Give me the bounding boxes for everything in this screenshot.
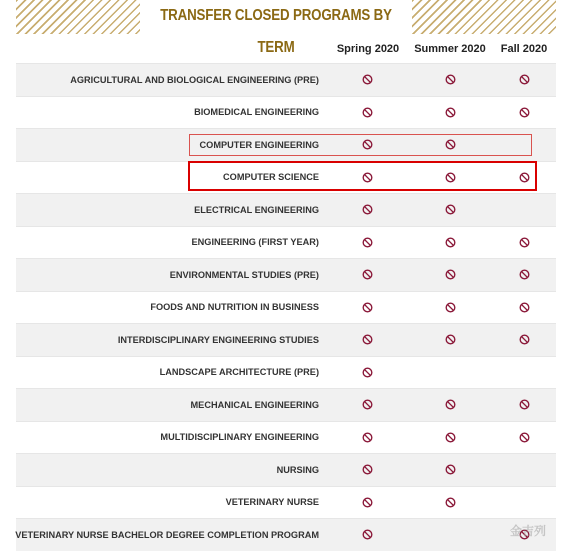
closed-circle-icon	[362, 399, 373, 410]
program-name: VETERINARY NURSE BACHELOR DEGREE COMPLETION PROGRAM	[15, 529, 319, 540]
closed-circle-icon	[519, 432, 530, 443]
table-row	[16, 518, 556, 551]
term-cell	[357, 454, 377, 486]
term-cell	[357, 259, 377, 291]
closed-circle-icon	[362, 432, 373, 443]
closed-circle-icon	[362, 367, 373, 378]
term-cell	[514, 64, 534, 96]
program-name: MECHANICAL ENGINEERING	[190, 399, 319, 410]
closed-circle-icon	[445, 269, 456, 280]
term-cell	[440, 389, 460, 421]
term-cell	[514, 162, 534, 194]
program-name: NURSING	[276, 464, 319, 475]
program-name: AGRICULTURAL AND BIOLOGICAL ENGINEERING (PRE)	[70, 74, 319, 85]
closed-circle-icon	[445, 497, 456, 508]
program-name: LANDSCAPE ARCHITECTURE (PRE)	[159, 367, 319, 378]
program-name: COMPUTER ENGINEERING	[199, 139, 319, 150]
closed-circle-icon	[445, 74, 456, 85]
closed-circle-icon	[445, 334, 456, 345]
closed-circle-icon	[445, 204, 456, 215]
closed-circle-icon	[519, 74, 530, 85]
term-cell	[357, 487, 377, 519]
closed-circle-icon	[445, 464, 456, 475]
term-cell	[357, 97, 377, 129]
closed-circle-icon	[519, 269, 530, 280]
term-cell	[357, 422, 377, 454]
term-cell	[514, 97, 534, 129]
column-header-fall-2020: Fall 2020	[500, 43, 548, 55]
table-row	[16, 323, 556, 356]
closed-circle-icon	[519, 172, 530, 183]
column-header-summer-2020: Summer 2020	[414, 43, 486, 55]
watermark: 金吉列	[510, 524, 547, 538]
term-cell	[514, 454, 534, 486]
header-hatch-right	[412, 0, 556, 34]
table-row	[16, 421, 556, 454]
table-row	[16, 96, 556, 129]
program-name: MULTIDISCIPLINARY ENGINEERING	[160, 432, 319, 443]
closed-circle-icon	[445, 432, 456, 443]
term-cell	[357, 519, 377, 551]
table-row	[16, 193, 556, 226]
table-row	[16, 356, 556, 389]
term-cell	[357, 227, 377, 259]
term-cell	[514, 129, 534, 161]
closed-circle-icon	[519, 399, 530, 410]
program-name: ELECTRICAL ENGINEERING	[194, 204, 319, 215]
term-cell	[440, 487, 460, 519]
term-cell	[514, 194, 534, 226]
closed-circle-icon	[445, 302, 456, 313]
closed-circle-icon	[445, 139, 456, 150]
closed-circle-icon	[445, 399, 456, 410]
term-cell	[357, 129, 377, 161]
closed-circle-icon	[519, 302, 530, 313]
closed-circle-icon	[362, 334, 373, 345]
program-name: ENVIRONMENTAL STUDIES (PRE)	[169, 269, 319, 280]
table-row	[16, 128, 556, 161]
program-name: ENGINEERING (FIRST YEAR)	[191, 237, 319, 248]
program-name: VETERINARY NURSE	[225, 497, 319, 508]
closed-circle-icon	[362, 302, 373, 313]
closed-circle-icon	[445, 237, 456, 248]
closed-circle-icon	[362, 269, 373, 280]
closed-circle-icon	[445, 107, 456, 118]
term-cell	[440, 194, 460, 226]
closed-circle-icon	[362, 529, 373, 540]
closed-circle-icon	[362, 237, 373, 248]
closed-circle-icon	[362, 464, 373, 475]
program-name: COMPUTER SCIENCE	[223, 172, 319, 183]
term-cell	[440, 292, 460, 324]
table-row	[16, 453, 556, 486]
term-cell	[514, 357, 534, 389]
term-cell	[440, 64, 460, 96]
closed-circle-icon	[519, 334, 530, 345]
term-cell	[514, 259, 534, 291]
program-name: FOODS AND NUTRITION IN BUSINESS	[150, 302, 319, 313]
term-cell	[514, 422, 534, 454]
table-row	[16, 161, 556, 194]
term-cell	[440, 454, 460, 486]
term-cell	[440, 129, 460, 161]
term-cell	[440, 324, 460, 356]
column-header-spring-2020: Spring 2020	[336, 43, 400, 55]
programs-table	[16, 63, 556, 551]
closed-circle-icon	[362, 172, 373, 183]
table-row	[16, 226, 556, 259]
term-cell	[357, 194, 377, 226]
term-cell	[357, 292, 377, 324]
closed-circle-icon	[362, 107, 373, 118]
term-cell	[440, 227, 460, 259]
table-row	[16, 486, 556, 519]
term-cell	[514, 324, 534, 356]
term-cell	[440, 259, 460, 291]
term-cell	[440, 422, 460, 454]
term-cell	[514, 227, 534, 259]
page-title: TRANSFER CLOSED PROGRAMS BY TERM	[160, 7, 392, 56]
table-row	[16, 63, 556, 96]
term-cell	[514, 487, 534, 519]
table-row	[16, 258, 556, 291]
header-hatch-left	[16, 0, 140, 34]
closed-circle-icon	[519, 107, 530, 118]
closed-circle-icon	[445, 172, 456, 183]
closed-circle-icon	[362, 139, 373, 150]
term-cell	[357, 389, 377, 421]
term-cell	[440, 519, 460, 551]
program-name: BIOMEDICAL ENGINEERING	[194, 107, 319, 118]
table-row	[16, 291, 556, 324]
closed-circle-icon	[362, 204, 373, 215]
term-cell	[357, 324, 377, 356]
table-row	[16, 388, 556, 421]
term-cell	[440, 97, 460, 129]
closed-circle-icon	[519, 237, 530, 248]
term-cell	[440, 162, 460, 194]
term-cell	[357, 64, 377, 96]
term-cell	[440, 357, 460, 389]
closed-circle-icon	[362, 74, 373, 85]
program-name: INTERDISCIPLINARY ENGINEERING STUDIES	[117, 334, 319, 345]
term-cell	[514, 389, 534, 421]
term-cell	[514, 292, 534, 324]
term-cell	[357, 162, 377, 194]
term-cell	[357, 357, 377, 389]
closed-circle-icon	[362, 497, 373, 508]
